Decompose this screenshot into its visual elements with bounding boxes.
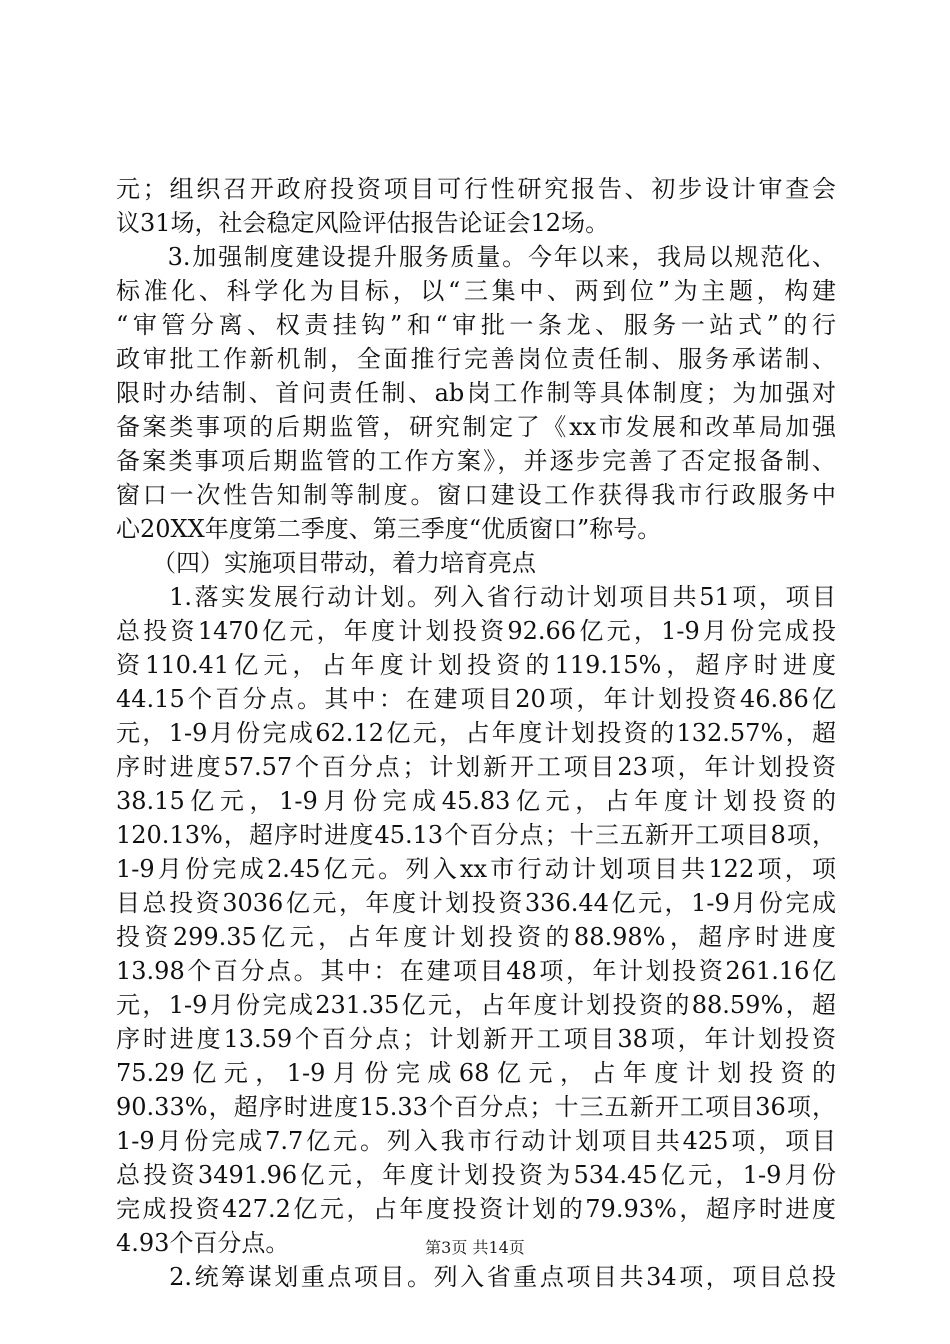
text-line: 限时办结制、首问责任制、ab岗工作制等具体制度；为加强对 [116,379,836,407]
text-line: 序时进度13.59个百分点；计划新开工项目38项，年计划投资 [116,1025,836,1053]
text-line: 目总投资3036亿元，年度计划投资336.44亿元，1-9月份完成 [116,889,836,917]
text-line: （四）实施项目带动，着力培育亮点 [116,549,536,577]
text-line: 75.29亿元，1-9月份完成68亿元，占年度计划投资的 [116,1059,836,1087]
text-line: 元，1-9月份完成231.35亿元，占年度计划投资的88.59%，超 [116,991,836,1019]
text-line: 3.加强制度建设提升服务质量。今年以来，我局以规范化、 [116,243,836,271]
text-line: 1.落实发展行动计划。列入省行动计划项目共51项，项目 [116,583,836,611]
text-line: 总投资1470亿元，年度计划投资92.66亿元，1-9月份完成投 [116,617,836,645]
text-line: 资110.41亿元，占年度计划投资的119.15%，超序时进度 [116,651,836,679]
text-line: 120.13%，超序时进度45.13个百分点；十三五新开工项目8项， [116,821,836,849]
text-line: 序时进度57.57个百分点；计划新开工项目23项，年计划投资 [116,753,836,781]
text-line: 13.98个百分点。其中：在建项目48项，年计划投资261.16亿 [116,957,836,985]
text-line: 4.93个百分点。 [116,1229,290,1257]
text-line: 备案类事项的后期监管，研究制定了《xx市发展和改革局加强 [116,413,836,441]
document-body [116,172,836,1294]
text-line: 标准化、科学化为目标，以“三集中、两到位”为主题，构建 [116,277,836,305]
text-line: “审管分离、权责挂钩”和“审批一条龙、服务一站式”的行 [116,311,836,339]
page-footer: 第3页 共14页 [425,1238,525,1257]
text-line: 2.统筹谋划重点项目。列入省重点项目共34项，项目总投 [116,1263,836,1291]
text-line: 心20XX年度第二季度、第三季度“优质窗口”称号。 [116,515,662,543]
text-line: 44.15个百分点。其中：在建项目20项，年计划投资46.86亿 [116,685,836,713]
text-line: 元，1-9月份完成62.12亿元，占年度计划投资的132.57%，超 [116,719,836,747]
text-line: 完成投资427.2亿元，占年度投资计划的79.93%，超序时进度 [116,1195,836,1223]
text-line: 议31场，社会稳定风险评估报告论证会12场。 [116,209,610,237]
text-line: 元；组织召开政府投资项目可行性研究报告、初步设计审查会 [116,175,836,203]
text-line: 38.15亿元，1-9月份完成45.83亿元，占年度计划投资的 [116,787,836,815]
text-line: 备案类事项后期监管的工作方案》，并逐步完善了否定报备制、 [116,447,836,475]
text-line: 窗口一次性告知制等制度。窗口建设工作获得我市行政服务中 [116,481,836,509]
text-line: 政审批工作新机制，全面推行完善岗位责任制、服务承诺制、 [116,345,836,373]
text-line: 1-9月份完成2.45亿元。列入xx市行动计划项目共122项，项 [116,855,836,883]
text-line: 90.33%，超序时进度15.33个百分点；十三五新开工项目36项， [116,1093,836,1121]
text-line: 总投资3491.96亿元，年度计划投资为534.45亿元，1-9月份 [116,1161,836,1189]
text-line: 1-9月份完成7.7亿元。列入我市行动计划项目共425项，项目 [116,1127,836,1155]
text-line: 投资299.35亿元，占年度计划投资的88.98%，超序时进度 [116,923,836,951]
